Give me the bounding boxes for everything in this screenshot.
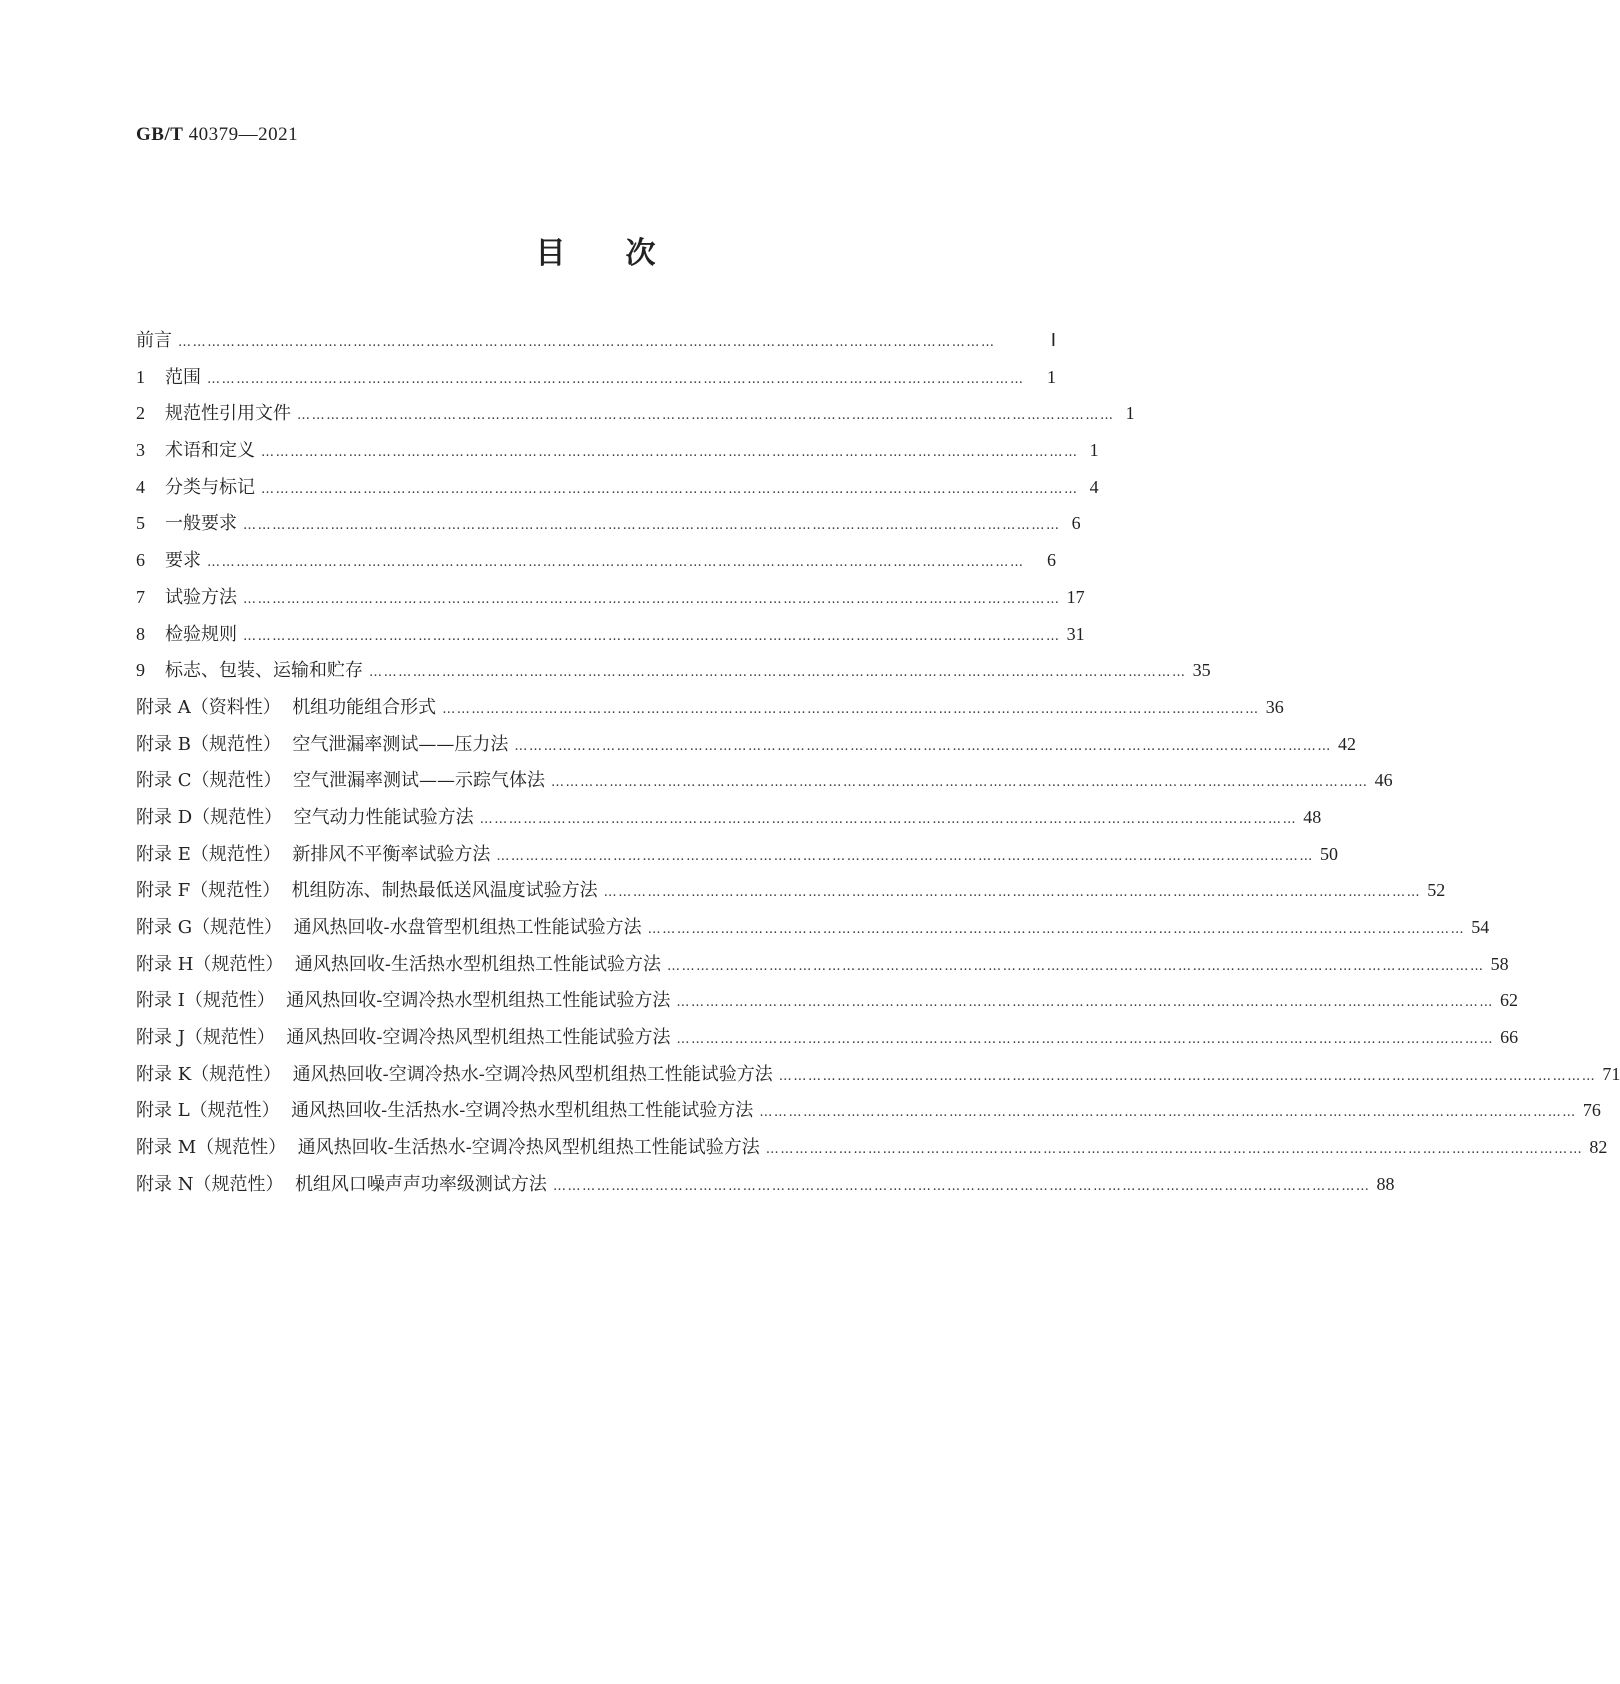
title-char-1: 目 <box>535 236 566 271</box>
toc-annex-entry[interactable] <box>136 1096 1601 1133</box>
dot-leader: …………………………………………………………………………………………………………………………………………………… <box>479 811 1298 827</box>
dot-leader: …………………………………………………………………………………………………………………………………………………… <box>243 628 1061 644</box>
toc-entry-number: 5 <box>136 513 145 534</box>
toc-entry-number: 8 <box>136 623 145 644</box>
toc-entry-title: 分类与标记 <box>165 476 255 498</box>
dot-leader: …………………………………………………………………………………………………………………………………………………… <box>676 995 1494 1011</box>
toc-entry[interactable] <box>136 363 1056 400</box>
dot-leader: …………………………………………………………………………………………………………………………………………………… <box>765 1142 1584 1158</box>
annex-label: 附录 C（规范性） <box>136 770 282 792</box>
dot-leader: …………………………………………………………………………………………………………………………………………………… <box>552 1178 1371 1194</box>
toc-entry-title: 通风热回收-空调冷热水型机组热工性能试验方法 <box>286 990 671 1012</box>
annex-label: 附录 D（规范性） <box>136 806 283 828</box>
annex-label: 附录 A（资料性） <box>136 696 281 718</box>
toc-entry-page: 1 <box>1089 440 1099 461</box>
toc-entry-title: 规范性引用文件 <box>165 403 291 425</box>
page-title <box>0 228 1191 272</box>
toc-entry-title: 空气泄漏率测试——示踪气体法 <box>292 770 545 792</box>
toc-entry-title: 试验方法 <box>165 586 237 608</box>
dot-leader: …………………………………………………………………………………………………………………………………………………… <box>759 1105 1577 1121</box>
dot-leader: …………………………………………………………………………………………………………………………………………………… <box>514 738 1333 754</box>
toc-entry-page: 66 <box>1500 1027 1519 1048</box>
toc-entry-page: 6 <box>1071 513 1081 534</box>
dot-leader: …………………………………………………………………………………………………………………………………………………… <box>261 481 1079 497</box>
toc-annex-entry[interactable] <box>136 1170 1395 1207</box>
toc-entry[interactable] <box>136 436 1099 473</box>
toc-entry-number: 4 <box>136 476 145 497</box>
dot-leader: …………………………………………………………………………………………………………………………………………………… <box>778 1068 1597 1084</box>
toc-entry-number: 3 <box>136 440 145 461</box>
toc-annex-entry[interactable] <box>136 876 1446 913</box>
toc-entry-number: 7 <box>136 586 145 607</box>
toc-entry-title: 通风热回收-空调冷热水-空调冷热风型机组热工性能试验方法 <box>292 1063 773 1085</box>
toc-entry-number: 1 <box>136 366 145 387</box>
standard-prefix: GB/T <box>136 124 184 145</box>
toc-entry-page: 62 <box>1500 990 1518 1011</box>
toc-entry-title: 空气动力性能试验方法 <box>293 806 474 828</box>
toc-entry[interactable] <box>136 546 1056 583</box>
toc-entry-foreword[interactable] <box>136 326 1056 363</box>
annex-label: 附录 N（规范性） <box>136 1173 284 1195</box>
annex-label: 附录 M（规范性） <box>136 1137 287 1159</box>
toc-entry-title: 前言 <box>136 330 172 351</box>
dot-leader: …………………………………………………………………………………………………………………………………………………… <box>207 371 1025 387</box>
table-of-contents <box>136 326 1620 1207</box>
toc-entry-title: 标志、包装、运输和贮存 <box>165 660 363 682</box>
toc-entry-page: Ⅰ <box>1050 330 1056 350</box>
toc-entry-title: 通风热回收-生活热水-空调冷热水型机组热工性能试验方法 <box>291 1100 754 1122</box>
annex-label: 附录 L（规范性） <box>136 1100 280 1122</box>
toc-entry-page: 17 <box>1066 586 1085 607</box>
toc-annex-entry[interactable] <box>136 1023 1519 1060</box>
toc-entry-title: 通风热回收-生活热水-空调冷热风型机组热工性能试验方法 <box>297 1137 760 1159</box>
toc-entry[interactable] <box>136 583 1085 620</box>
annex-label: 附录 F（规范性） <box>136 880 281 902</box>
title-char-2: 次 <box>625 236 656 271</box>
standard-number: 40379—2021 <box>188 124 299 145</box>
toc-entry-number: 9 <box>136 660 145 681</box>
toc-entry-page: 31 <box>1066 623 1085 644</box>
toc-entry-title: 通风热回收-生活热水型机组热工性能试验方法 <box>294 953 661 975</box>
annex-label: 附录 G（规范性） <box>136 917 283 938</box>
toc-entry-title: 新排风不平衡率试验方法 <box>292 843 491 865</box>
toc-entry-page: 71 <box>1602 1063 1620 1084</box>
toc-annex-entry[interactable] <box>136 693 1284 730</box>
toc-entry-title: 空气泄漏率测试——压力法 <box>292 733 509 755</box>
dot-leader: …………………………………………………………………………………………………………………………………………………… <box>243 518 1061 534</box>
annex-label: 附录 E（规范性） <box>136 843 281 865</box>
toc-entry-page: 35 <box>1192 660 1211 681</box>
toc-annex-entry[interactable] <box>136 803 1322 840</box>
annex-label: 附录 B（规范性） <box>136 733 281 755</box>
dot-leader: …………………………………………………………………………………………………………………………………………………… <box>207 555 1025 571</box>
toc-annex-entry[interactable] <box>136 950 1509 987</box>
toc-entry[interactable] <box>136 509 1081 546</box>
toc-entry-page: 88 <box>1376 1173 1395 1194</box>
toc-entry-page: 6 <box>1047 550 1056 571</box>
toc-annex-entry[interactable] <box>136 766 1393 803</box>
dot-leader: …………………………………………………………………………………………………………………………………………………… <box>297 408 1115 424</box>
dot-leader: …………………………………………………………………………………………………………………………………………………… <box>369 665 1187 681</box>
toc-entry-title: 机组风口噪声声功率级测试方法 <box>294 1173 547 1195</box>
toc-entry-page: 58 <box>1490 953 1509 974</box>
toc-entry-page: 48 <box>1303 806 1322 827</box>
annex-label: 附录 I（规范性） <box>136 990 275 1012</box>
dot-leader: …………………………………………………………………………………………………………………………………………………… <box>666 958 1485 974</box>
toc-entry-page: 4 <box>1089 476 1099 497</box>
dot-leader: …………………………………………………………………………………………………………………………………………………… <box>550 775 1369 791</box>
annex-label: 附录 J（规范性） <box>136 1027 275 1049</box>
toc-entry-title: 机组防冻、制热最低送风温度试验方法 <box>291 880 598 902</box>
toc-entry-title: 要求 <box>165 550 201 572</box>
toc-annex-entry[interactable] <box>136 1133 1608 1170</box>
toc-entry-title: 机组功能组合形式 <box>292 696 437 718</box>
toc-entry-page: 46 <box>1374 770 1393 791</box>
toc-entry-title: 通风热回收-水盘管型机组热工性能试验方法 <box>293 917 642 938</box>
toc-annex-entry[interactable] <box>136 986 1518 1023</box>
toc-entry-page: 54 <box>1471 917 1490 937</box>
toc-entry-page: 50 <box>1319 843 1338 864</box>
toc-entry-page: 1 <box>1047 366 1056 387</box>
annex-label: 附录 H（规范性） <box>136 953 284 975</box>
toc-entry[interactable] <box>136 656 1211 693</box>
toc-annex-entry[interactable] <box>136 730 1357 767</box>
toc-entry-page: 52 <box>1427 880 1446 901</box>
toc-entry-page: 76 <box>1582 1100 1601 1121</box>
toc-entry-number: 6 <box>136 550 145 571</box>
document-code <box>136 124 298 146</box>
dot-leader: …………………………………………………………………………………………………………………………………………………… <box>442 701 1260 717</box>
toc-entry-title: 通风热回收-空调冷热风型机组热工性能试验方法 <box>286 1027 671 1049</box>
toc-entry-page: 1 <box>1125 403 1135 424</box>
toc-entry-page: 82 <box>1589 1137 1608 1158</box>
toc-annex-entry[interactable] <box>136 840 1338 877</box>
dot-leader: …………………………………………………………………………………………………………………………………………………… <box>261 445 1079 461</box>
toc-entry-title: 范围 <box>165 366 201 388</box>
toc-annex-entry[interactable] <box>136 913 1490 950</box>
toc-entry-page: 36 <box>1265 696 1284 717</box>
dot-leader: …………………………………………………………………………………………………………………………………………………… <box>496 848 1314 864</box>
dot-leader: …………………………………………………………………………………………………………………………………………………… <box>647 922 1466 937</box>
toc-annex-entry[interactable] <box>136 1060 1620 1097</box>
dot-leader: …………………………………………………………………………………………………………………………………………………… <box>676 1032 1495 1048</box>
toc-entry-title: 术语和定义 <box>165 440 255 462</box>
toc-entry-page: 42 <box>1338 733 1357 754</box>
toc-entry-title: 检验规则 <box>165 623 237 645</box>
toc-entry-title: 一般要求 <box>165 513 237 535</box>
dot-leader: …………………………………………………………………………………………………………………………………………………… <box>243 591 1061 607</box>
toc-entry-number: 2 <box>136 403 145 424</box>
toc-entry[interactable] <box>136 473 1099 510</box>
toc-entry[interactable] <box>136 399 1135 436</box>
annex-label: 附录 K（规范性） <box>136 1063 282 1085</box>
toc-entry[interactable] <box>136 620 1085 657</box>
dot-leader: …………………………………………………………………………………………………………………………………………………… <box>178 335 996 350</box>
dot-leader: …………………………………………………………………………………………………………………………………………………… <box>603 885 1422 901</box>
